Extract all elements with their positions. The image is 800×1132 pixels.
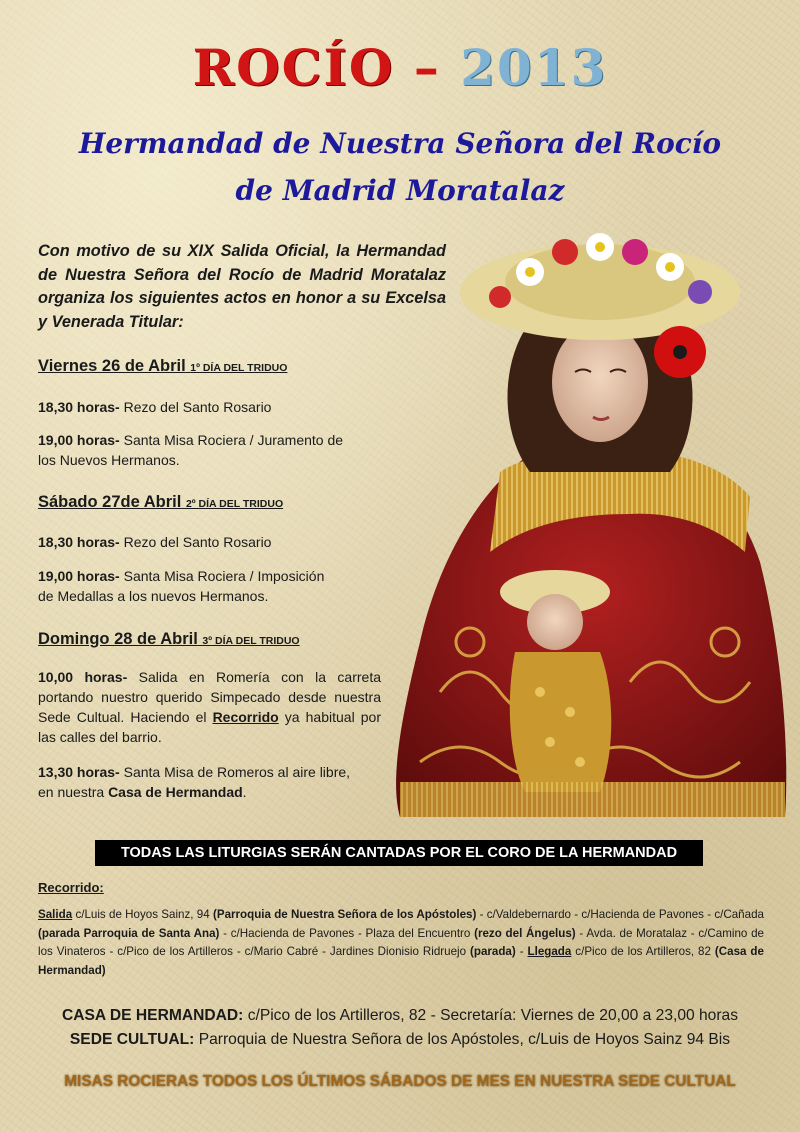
day1-item2-text: Santa Misa Rociera / Juramento de los Nuevos Hermanos. [38, 432, 344, 468]
day2-item2-text: Santa Misa Rociera / Imposición de Medallas a los nuevos Hermanos. [38, 568, 325, 604]
day2-item-2 [38, 566, 338, 606]
recorrido-t6: c/Pico de los Artilleros, 82 [575, 945, 711, 958]
poster-subtitle [0, 120, 800, 214]
title-year: 2013 [460, 38, 608, 97]
day3-sub: 3º DÍA DEL TRIDUO [202, 635, 300, 647]
day3-item-1 [38, 667, 381, 747]
virgin-illustration [380, 222, 800, 822]
virgin-image [380, 222, 800, 822]
recorrido-b4: (parada) [470, 945, 516, 958]
footer-notice: MISAS ROCIERAS TODOS LOS ÚLTIMOS SÁBADOS DE MES EN NUESTRA SEDE CULTUAL [64, 1073, 736, 1090]
day3-item2-time: 13,30 horas- [38, 764, 120, 780]
day1-item2-time: 19,00 horas- [38, 432, 120, 448]
day3-item2-end: . [242, 784, 247, 800]
casa-text: c/Pico de los Artilleros, 82 - Secretaría: Viernes de 20,00 a 23,00 horas [247, 1007, 739, 1024]
day1-item1-time: 18,30 horas- [38, 399, 120, 415]
sede-label: SEDE CULTUAL: [69, 1031, 195, 1048]
recorrido-t1: c/Luis de Hoyos Sainz, 94 [75, 908, 210, 921]
title-rocio: ROCÍO [192, 38, 395, 97]
recorrido-t5: - [519, 945, 524, 958]
day3-item1-text-b: ya habitual por las calles del barrio. [38, 709, 382, 745]
day1-sub: 1º DÍA DEL TRIDUO [190, 362, 288, 374]
recorrido-b6: (Casa de Hermandad) [38, 945, 764, 977]
liturgies-banner: TODAS LAS LITURGIAS SERÁN CANTADAS POR EL CORO DE LA HERMANDAD [95, 840, 703, 866]
day2-item1-text: Rezo del Santo Rosario [123, 534, 272, 550]
sede-text: Parroquia de Nuestra Señora de los Apóstoles, c/Luis de Hoyos Sainz 94 Bis [198, 1031, 731, 1048]
day3-item-2 [38, 762, 368, 802]
day3-item2-text: Santa Misa de Romeros al aire libre, en nuestra [38, 764, 351, 800]
recorrido-b2: (parada Parroquia de Santa Ana) [38, 926, 220, 940]
casa-hermandad-line [0, 1007, 800, 1025]
sede-cultual-line [0, 1031, 800, 1049]
day2-item1-time: 18,30 horas- [38, 534, 120, 550]
intro-paragraph: Con motivo de su XIX Salida Oficial, la Hermandad de Nuestra Señora del Rocío de Madrid Moratalaz organiza los siguientes actos en honor a su Excelsa y Venerada Titular: [38, 242, 446, 331]
day1-item-1 [38, 397, 271, 417]
recorrido-b1: (Parroquia de Nuestra Señora de los Apóstoles) [212, 908, 477, 921]
recorrido-llegada: Llegada [527, 945, 572, 958]
recorrido-t4: - Avda. de Moratalaz - c/Camino de los Vinateros - c/Pico de los Artilleros - c/Mario Cabré - Jardines Dionisio Ridruejo [38, 926, 764, 958]
day3-item1-text-a: Salida en Romería con la carreta portando nuestro querido Simpecado desde nuestra Sede Cultual. Haciendo el [38, 669, 381, 725]
recorrido-link[interactable]: Recorrido [212, 709, 279, 725]
subtitle-line-2: de Madrid Moratalaz [235, 174, 565, 207]
day3-title: Domingo 28 de Abril [38, 630, 198, 648]
day1-item1-text: Rezo del Santo Rosario [123, 399, 272, 415]
day2-heading [38, 493, 283, 512]
day3-item2-bold: Casa de Hermandad [108, 784, 243, 800]
day3-heading [38, 630, 300, 649]
recorrido-title: Recorrido: [38, 880, 104, 895]
recorrido-salida: Salida [38, 908, 73, 921]
day3-item1-time: 10,00 horas- [38, 669, 128, 685]
recorrido-t2: - c/Valdebernardo - c/Hacienda de Pavones - c/Cañada [479, 908, 764, 921]
day2-item-1 [38, 532, 271, 552]
title-dash: – [413, 38, 441, 97]
day1-item-2 [38, 430, 358, 470]
day2-item2-time: 19,00 horas- [38, 568, 120, 584]
day1-title: Viernes 26 de Abril [38, 357, 186, 375]
recorrido-b3: (rezo del Ángelus) [474, 926, 576, 940]
casa-label: CASA DE HERMANDAD: [61, 1007, 244, 1024]
day2-sub: 2º DÍA DEL TRIDUO [185, 498, 284, 510]
day1-heading [38, 357, 287, 376]
poster-title [0, 38, 800, 97]
day2-title: Sábado 27de Abril [38, 493, 182, 511]
subtitle-line-1: Hermandad de Nuestra Señora del Rocío [78, 127, 722, 160]
recorrido-text [38, 906, 764, 980]
recorrido-t3: - c/Hacienda de Pavones - Plaza del Encuentro [223, 926, 471, 940]
